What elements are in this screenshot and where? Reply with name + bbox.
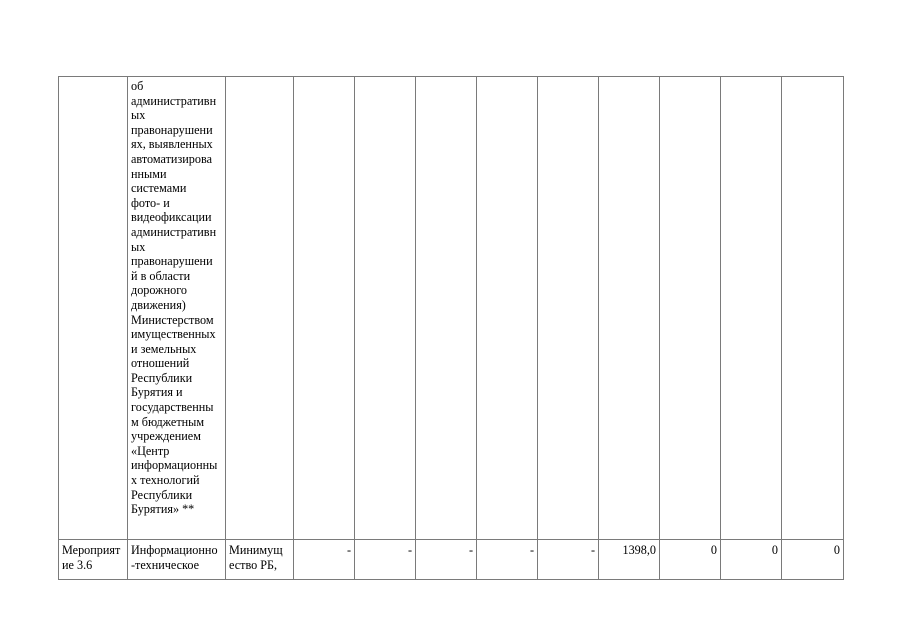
value-cell: - — [416, 540, 477, 580]
event-code-cell: Мероприят ие 3.6 — [59, 540, 128, 580]
event-executor-cell: Минимущ ество РБ, — [226, 540, 294, 580]
value-cell: - — [477, 540, 538, 580]
value-cell — [660, 77, 721, 540]
description-cell: об административн ых правонарушени ях, выявленных автоматизирова нными системами фото- и видеофиксации административн ых правонарушени й в области дорожного движения) Министерством имущественных и земельных отношений Республики Бурятия и государственны м бюджетным учреждением «Центр информационны х технологий Республики Бурятия» ** — [128, 77, 226, 540]
value-cell — [721, 77, 782, 540]
table-row — [59, 540, 844, 580]
value-cell: - — [294, 540, 355, 580]
value-cell: - — [538, 540, 599, 580]
value-cell — [599, 77, 660, 540]
executor-cell — [226, 77, 294, 540]
budget-table — [58, 76, 844, 580]
table-row — [59, 77, 844, 540]
value-cell — [477, 77, 538, 540]
value-cell — [294, 77, 355, 540]
value-cell — [416, 77, 477, 540]
value-cell: 1398,0 — [599, 540, 660, 580]
value-cell: 0 — [782, 540, 844, 580]
event-name-cell: Информационно -техническое — [128, 540, 226, 580]
value-cell: 0 — [660, 540, 721, 580]
value-cell — [782, 77, 844, 540]
code-cell — [59, 77, 128, 540]
value-cell: 0 — [721, 540, 782, 580]
value-cell: - — [355, 540, 416, 580]
value-cell — [355, 77, 416, 540]
value-cell — [538, 77, 599, 540]
